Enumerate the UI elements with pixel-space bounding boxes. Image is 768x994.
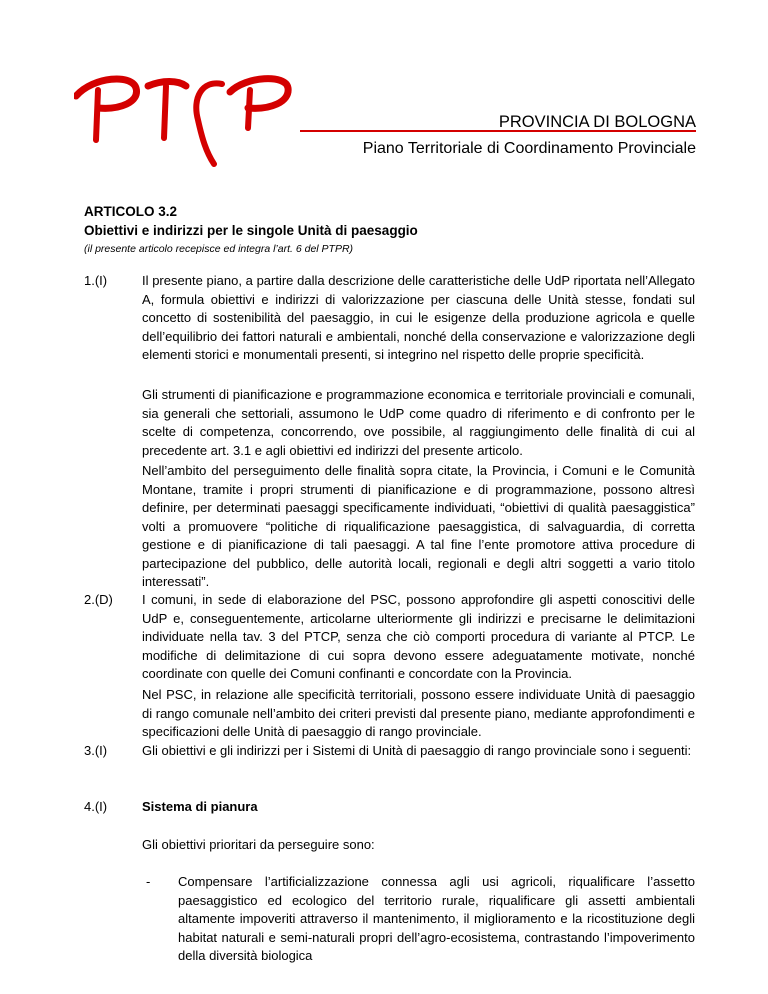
header-divider	[300, 130, 696, 132]
header-subtitle: Piano Territoriale di Coordinamento Provinciale	[362, 140, 696, 157]
item-4-heading: Sistema di pianura	[142, 799, 258, 814]
header-title: PROVINCIA DI BOLOGNA	[498, 113, 696, 131]
article-note: (il presente articolo recepisce ed integra l’art. 6 del PTPR)	[84, 243, 354, 255]
item-3-paragraph-1: Gli obiettivi e gli indirizzi per i Sistemi di Unità di paesaggio di rango provinciale sono i seguenti:	[142, 743, 692, 758]
item-1-paragraph-3: Nell’ambito del perseguimento delle finalità sopra citate, la Provincia, i Comuni e le Comunità Montane, tramite i propri strumenti di pianificazione e di programmazione, possono altresì definire, per determinati paesaggi specificamente individuati, “obiettivi di qualità paesaggistica” volti a promuovere “politiche di riqualificazione paesaggistica, di salvaguardia, di corretta gestione e di pianificazione di tali paesaggi. A tal fine l’ente promotore attiva procedure di partecipazione del pubblico, delle autorità locali, regionali e degli altri soggetti a vario titolo interessati”.	[142, 463, 695, 589]
item-4-paragraph-1: Gli obiettivi prioritari da perseguire sono:	[142, 837, 375, 852]
item-2-paragraph-1: I comuni, in sede di elaborazione del PSC, possono approfondire gli aspetti conoscitivi delle UdP e, conseguentemente, articolarne ulteriormente gli indirizzi e precisarne le delimitazioni individuate nella tav. 3 del PTCP, senza che ciò comporti procedura di variante al PTCP. Le modifiche di delimitazione di cui sopra devono essere adeguatamente motivate, nonché coordinate con quelle dei Comuni confinanti e concordate con la Provincia.	[142, 592, 695, 681]
article-title: Obiettivi e indirizzi per le singole Unità di paesaggio	[84, 223, 418, 238]
item-number-1: 1.(I)	[84, 273, 108, 288]
item-number-4: 4.(I)	[84, 799, 108, 814]
article-number: ARTICOLO 3.2	[84, 204, 178, 219]
item-number-3: 3.(I)	[84, 743, 108, 758]
item-4-bullet-1: Compensare l’artificializzazione connessa agli usi agricoli, riqualificare l’assetto paesaggistico ed ecologico del territorio rurale, riqualificare gli assetti ambientali altamente impoveriti attraverso il mantenimento, il miglioramento e la ricostituzione degli habitat naturali e semi-naturali propri dell’agro-ecosistema, contrastando l’impoverimento della diversità biologica	[178, 874, 695, 963]
list-dash: -	[146, 874, 151, 889]
item-1-paragraph-2: Gli strumenti di pianificazione e programmazione economica e territoriale provinciali e comunali, sia generali che settoriali, assumono le UdP come quadro di riferimento e di confronto per le scelte di competenza, concorrendo, ove possibile, al raggiungimento delle finalità di cui al precedente art. 3.1 e agli obiettivi ed indirizzi del presente articolo.	[142, 387, 695, 458]
item-number-2: 2.(D)	[84, 592, 113, 607]
item-1-paragraph-1: Il presente piano, a partire dalla descrizione delle caratteristiche delle UdP riportata nell’Allegato A, formula obiettivi e indirizzi di valorizzazione per ciascuna delle Unità stesse, fondati sul concetto di sostenibilità del paesaggio, in cui le esigenze della produzione agricola e quelle dell’equilibrio dei fattori naturali e ambientali, nonché della conservazione e valorizzazione degli elementi storici e monumentali presenti, si integrino nel rispetto delle proprie specificità.	[142, 273, 695, 362]
item-2-paragraph-2: Nel PSC, in relazione alle specificità territoriali, possono essere individuate Unità di paesaggio di rango comunale nell’ambito dei criteri previsti dal presente piano, mediante approfondimenti e specificazioni delle Unità di paesaggio di rango provinciale.	[142, 687, 695, 739]
ptcp-logo	[74, 68, 294, 168]
